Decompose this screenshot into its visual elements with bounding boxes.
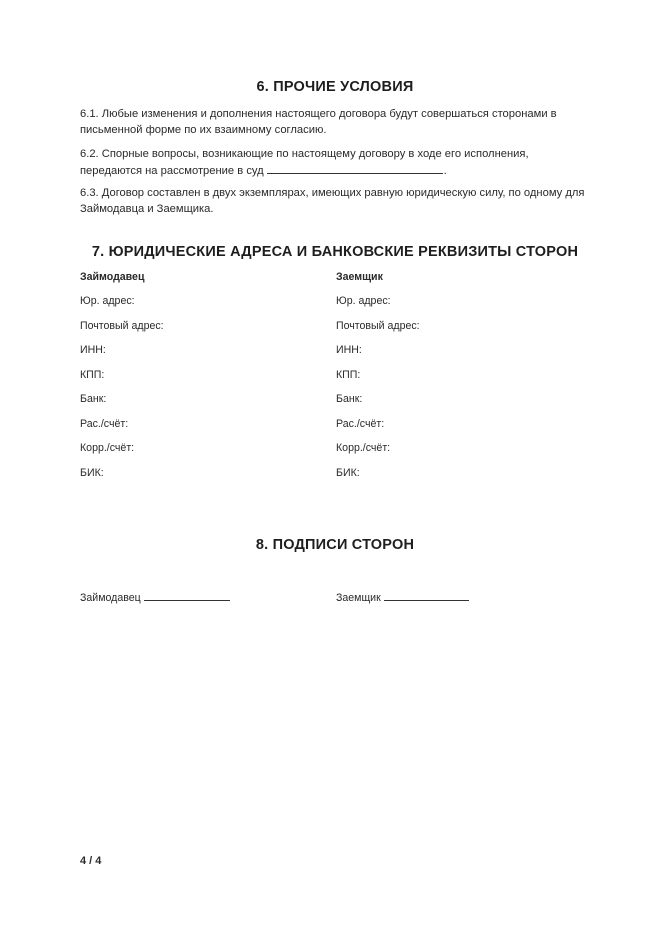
lender-legal-address: Юр. адрес: <box>80 295 135 307</box>
section-8-title: 8. ПОДПИСИ СТОРОН <box>255 537 415 553</box>
borrower-bank: Банк: <box>336 393 363 405</box>
lender-corr-account: Корр./счёт: <box>80 442 135 454</box>
lender-kpp: КПП: <box>80 368 105 381</box>
lender-postal-address: Почтовый адрес: <box>80 319 164 332</box>
borrower-kpp: КПП: <box>336 368 361 381</box>
borrower-inn: ИНН: <box>336 344 362 356</box>
lender-details <box>80 270 164 490</box>
court-blank-line <box>267 162 443 174</box>
section-7-title: 7. ЮРИДИЧЕСКИЕ АДРЕСА И БАНКОВСКИЕ РЕКВИЗИТЫ СТОРОН <box>91 244 579 260</box>
section-6-title: 6. ПРОЧИЕ УСЛОВИЯ <box>256 79 414 95</box>
lender-signature-label: Займодавец <box>80 592 141 604</box>
borrower-signature-label: Заемщик <box>336 592 381 604</box>
lender-bank: Банк: <box>80 393 107 405</box>
clause-6-2-period: . <box>443 165 447 177</box>
borrower-signature <box>336 589 469 604</box>
lender-inn: ИНН: <box>80 344 106 356</box>
lender-signature-line <box>144 589 230 601</box>
lender-account: Рас./счёт: <box>80 417 129 430</box>
clause-6-2 <box>80 146 600 179</box>
borrower-account: Рас./счёт: <box>336 417 385 430</box>
borrower-postal-address: Почтовый адрес: <box>336 319 420 332</box>
borrower-legal-address: Юр. адрес: <box>336 295 391 307</box>
borrower-details <box>336 270 420 490</box>
page-number: 4 / 4 <box>80 855 102 867</box>
clause-6-2-line2 <box>80 162 600 179</box>
lender-bik: БИК: <box>80 466 104 479</box>
clause-6-2-court-text: передаются на рассмотрение в суд <box>80 165 264 177</box>
borrower-bik: БИК: <box>336 466 360 479</box>
clause-6-1: 6.1. Любые изменения и дополнения настоящего договора будут совершаться сторонами в письменной форме по их взаимному согласию. <box>80 108 557 136</box>
clause-6-3: 6.3. Договор составлен в двух экземплярах, имеющих равную юридическую силу, по одному для Займодавца и Заемщика. <box>80 187 585 215</box>
clause-6-2-line1: 6.2. Спорные вопросы, возникающие по настоящему договору в ходе его исполнения, <box>80 148 529 160</box>
borrower-heading: Заемщик <box>336 271 383 283</box>
borrower-signature-line <box>384 589 469 601</box>
lender-heading: Займодавец <box>80 271 145 283</box>
borrower-corr-account: Корр./счёт: <box>336 442 391 454</box>
lender-signature <box>80 589 230 604</box>
